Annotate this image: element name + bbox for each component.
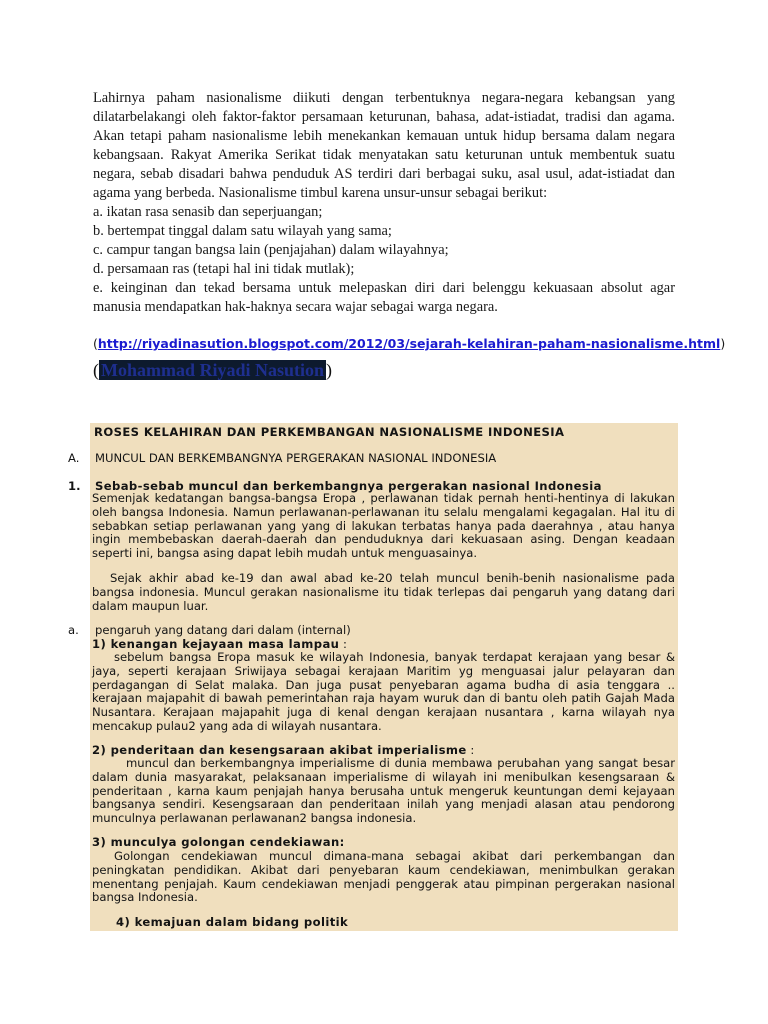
point-heading-text: 1) kenangan kejayaan masa lampau xyxy=(92,637,340,651)
author-name: Mohammad Riyadi Nasution xyxy=(101,360,325,380)
point-paragraph: Golongan cendekiawan muncul dimana-mana sebagai akibat dari perkembangan dan peningkatan pendidikan. Akibat dari penyebaran kaum cendekiawan, menimbulkan gerakan menentang penjajah. Kaum cendekiawan menjadi penggerak atau pimpinan pergerakan nasional bangsa Indonesia. xyxy=(92,849,675,905)
source-link[interactable]: http://riyadinasution.blogspot.com/2012/03/sejarah-kelahiran-paham-nasionalisme.html xyxy=(97,336,721,351)
list-item: c. campur tangan bangsa lain (penjajahan) dalam wilayahnya; xyxy=(93,242,449,258)
subsection-marker: a. xyxy=(68,623,79,637)
intro-paragraph: Lahirnya paham nasionalisme diikuti dengan terbentuknya negara-negara kebangsan yang dilatarbelakangi oleh faktor-faktor persamaan keturunan, bahasa, adat-istiadat, tradisi dan agama. Akan tetapi paham nasionalisme lebih menekankan kemauan untuk hidup bersama dalam negara kebangsaan. Rakyat Amerika Serikat tidak menyatakan satu keturunan untuk membentuk suatu negara, sebab disadari bahwa penduduk AS terdiri dari berbagai suku, asal usul, adat-istiadat dan agama yang berbeda. Nasionalisme timbul karena unsur-unsur sebagai berikut: xyxy=(93,90,675,201)
point-heading-colon: : xyxy=(466,743,475,757)
section-marker: A. xyxy=(68,451,80,465)
section-marker: 1. xyxy=(68,479,81,493)
section-paragraph: Sejak akhir abad ke-19 dan awal abad ke-20 telah muncul benih-benih nasionalisme pada bangsa indonesia. Muncul gerakan nasionalisme itu tidak terlepas dai pengaruh yang datang dari dalam maupun luar. xyxy=(92,571,675,613)
close-paren: ) xyxy=(326,360,333,380)
section-heading: Sebab-sebab muncul dan berkembangnya pergerakan nasional Indonesia xyxy=(95,479,602,493)
point-paragraph: sebelum bangsa Eropa masuk ke wilayah Indonesia, banyak terdapat kerajaan yang besar & jaya, seperti kerajaan Sriwijaya sebagai kerajaan Maritim yg menguasai jalur pelayaran dan perdagangan di Selat malaka. Dan juga pusat penyebaran agama budha di asia tenggara .. kerajaan majapahit di bawah pemerintahan raja hayam wuruk dan di bantu oleh patih Gajah Mada Nusantara. Kerajaan majapahit juga di kenal dengan kerajaan nusantara , karna wilayah nya mencakup pulau2 yang ada di wilayah nusantara. xyxy=(92,650,675,733)
list-item: d. persamaan ras (tetapi hal ini tidak mutlak); xyxy=(93,261,355,277)
point-paragraph: muncul dan berkembangnya imperialisme di dunia membawa perubahan yang sangat besar dalam dunia masyarakat, pelaksanaan imperialisme di wilayah ini menibulkan kesengsaraan & penderitaan , karna kaum penjajah hanya berusaha untuk mengeruk keuntungan demi kejayaan bangsanya sendiri. Kesengsaraan dan penderitaan inilah yang menjadi alasan atau pendorong munculnya perlawanan perlawanan2 bangsa indonesia. xyxy=(92,756,675,826)
author-line xyxy=(93,357,332,383)
close-paren: ) xyxy=(720,336,726,351)
point-heading-colon: : xyxy=(339,637,347,651)
point-heading: 3) munculya golongan cendekiawan: xyxy=(92,835,345,849)
point-heading-text: 2) penderitaan dan kesengsaraan akibat imperialisme xyxy=(92,743,467,757)
panel-title: ROSES KELAHIRAN DAN PERKEMBANGAN NASIONALISME INDONESIA xyxy=(94,425,565,439)
open-paren: ( xyxy=(93,336,98,351)
intro-section xyxy=(93,89,675,317)
open-paren: ( xyxy=(93,360,99,380)
point-heading: 4) kemajuan dalam bidang politik xyxy=(116,915,349,929)
section-title: MUNCUL DAN BERKEMBANGNYA PERGERAKAN NASIONAL INDONESIA xyxy=(95,451,497,465)
list-item: e. keinginan dan tekad bersama untuk melepaskan diri dari belenggu kekuasaan absolut agar manusia mendapatkan hak-haknya secara wajar sebagai warga negara. xyxy=(93,280,675,315)
subsection-title: pengaruh yang datang dari dalam (internal) xyxy=(95,623,351,637)
list-item: a. ikatan rasa senasib dan seperjuangan; xyxy=(93,204,323,220)
source-line xyxy=(93,335,725,353)
list-item: b. bertempat tinggal dalam satu wilayah yang sama; xyxy=(93,223,392,239)
section-paragraph: Semenjak kedatangan bangsa-bangsa Eropa , perlawanan tidak pernah henti-hentinya di lakukan oleh bangsa Indonesia. Namun perlawanan-perlawanan itu selalu mengalami kegagalan. Hal itu di sebabkan setiap perlawanan yang yang di lakukan terbatas hanya pada daerahnya , atau hanya ingin membebaskan daerah-daerah dan penduduknya dari kekuasaan asing. Dengan keadaan seperti ini, bangsa asing dapat lebih mudah untuk menguasainya. xyxy=(92,491,675,561)
